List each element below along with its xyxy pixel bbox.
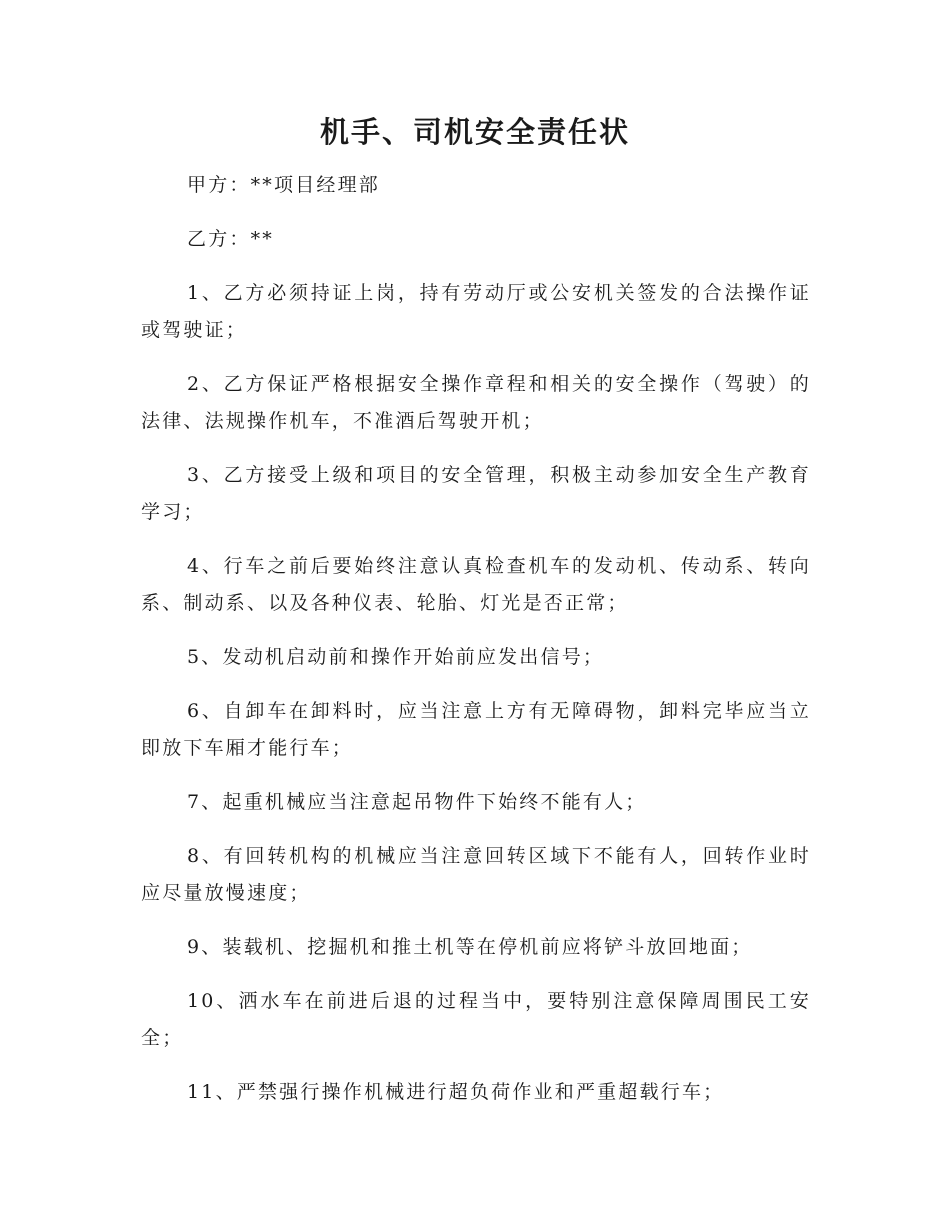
clause-8: 8、有回转机构的机械应当注意回转区域下不能有人，回转作业时应尽量放慢速度； (141, 845, 811, 904)
clause-3: 3、乙方接受上级和项目的安全管理，积极主动参加安全生产教育学习； (141, 464, 811, 523)
party-a-line: 甲方：**项目经理部 (187, 174, 381, 196)
clause-5: 5、发动机启动前和操作开始前应发出信号； (187, 646, 605, 668)
clause-2: 2、乙方保证严格根据安全操作章程和相关的安全操作（驾驶）的法律、法规操作机车，不准酒后驾驶开机； (141, 373, 811, 432)
party-b-line: 乙方：** (187, 228, 275, 250)
clause-7: 7、起重机械应当注意起吊物件下始终不能有人； (187, 791, 647, 813)
clause-9: 9、装载机、挖掘机和推土机等在停机前应将铲斗放回地面； (187, 936, 753, 958)
clause-6: 6、自卸车在卸料时，应当注意上方有无障碍物，卸料完毕应当立即放下车厢才能行车； (141, 700, 811, 759)
clause-11: 11、严禁强行操作机械进行超负荷作业和严重超载行车； (187, 1081, 725, 1103)
clause-4: 4、行车之前后要始终注意认真检查机车的发动机、传动系、转向系、制动系、以及各种仪表、轮胎、灯光是否正常； (141, 555, 811, 614)
document-body (141, 167, 811, 1128)
clause-1: 1、乙方必须持证上岗，持有劳动厅或公安机关签发的合法操作证或驾驶证； (141, 282, 811, 341)
document-title: 机手、司机安全责任状 (319, 115, 630, 149)
clause-10: 10、洒水车在前进后退的过程当中，要特别注意保障周围民工安全； (141, 990, 811, 1049)
